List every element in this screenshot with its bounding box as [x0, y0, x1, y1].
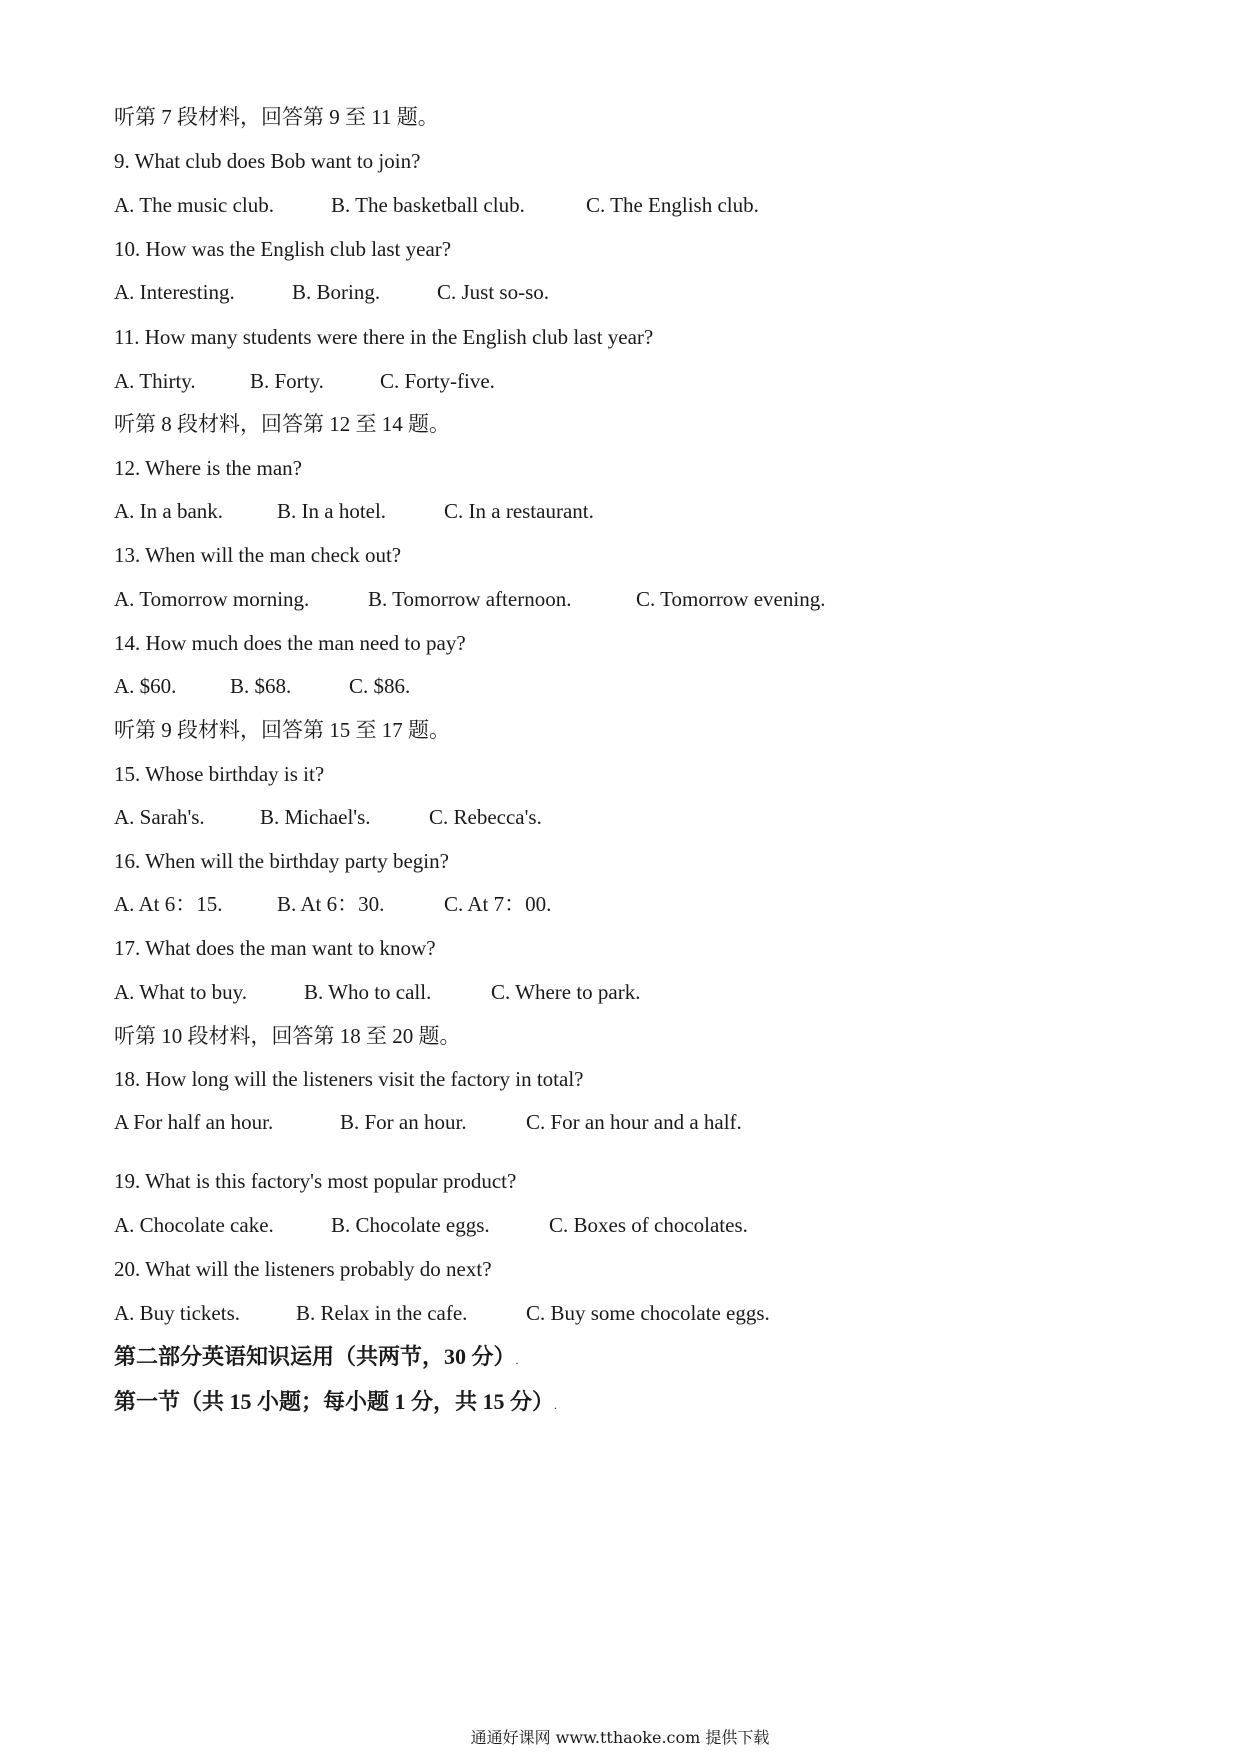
option-c: C. Just so-so.	[437, 280, 550, 304]
option-b: B. Chocolate eggs.	[331, 1213, 490, 1237]
option-b: B. Boring.	[292, 280, 381, 304]
question-12: 12. Where is the man?	[114, 456, 302, 480]
option-a: A. The music club.	[114, 193, 275, 217]
question-17: 17. What does the man want to know?	[114, 936, 436, 960]
question-15: 15. Whose birthday is it?	[114, 762, 325, 786]
trailing-dot-mark: .	[515, 1353, 519, 1367]
option-a: A. Thirty.	[114, 369, 196, 393]
option-c: C. At 7：00.	[444, 892, 552, 916]
option-a: A. At 6：15.	[114, 892, 223, 916]
option-c: C. $86.	[349, 674, 411, 698]
group-instruction: 听第 7 段材料，回答第 9 至 11 题。	[114, 105, 439, 129]
option-a: A. Chocolate cake.	[114, 1213, 274, 1237]
option-a: A. Interesting.	[114, 280, 235, 304]
options-13	[114, 585, 825, 613]
option-b: B. At 6：30.	[277, 892, 385, 916]
option-a: A. Tomorrow morning.	[114, 587, 310, 611]
option-b: B. Relax in the cafe.	[296, 1301, 468, 1325]
options-16	[114, 890, 551, 918]
option-a: A. In a bank.	[114, 499, 224, 523]
group-instruction: 听第 8 段材料，回答第 12 至 14 题。	[114, 412, 450, 436]
options-10	[114, 278, 549, 306]
option-b: B. For an hour.	[340, 1110, 467, 1134]
question-13: 13. When will the man check out?	[114, 543, 402, 567]
trailing-dot-mark: .	[554, 1398, 558, 1412]
option-b: B. In a hotel.	[277, 499, 387, 523]
question-19: 19. What is this factory's most popular product?	[114, 1169, 517, 1193]
option-a: A. Sarah's.	[114, 805, 205, 829]
options-12	[114, 497, 594, 525]
option-b: B. Who to call.	[304, 980, 432, 1004]
footer-watermark: 通通好课网 www.tthaoke.com 提供下载	[470, 1728, 770, 1747]
group-instruction: 听第 10 段材料，回答第 18 至 20 题。	[114, 1024, 461, 1048]
options-14	[114, 672, 410, 700]
option-c: C. Tomorrow evening.	[636, 587, 826, 611]
options-20	[114, 1299, 770, 1327]
options-18	[114, 1108, 742, 1136]
option-c: C. In a restaurant.	[444, 499, 594, 523]
option-b: B. Michael's.	[260, 805, 371, 829]
question-14: 14. How much does the man need to pay?	[114, 631, 466, 655]
question-9: 9. What club does Bob want to join?	[114, 149, 421, 173]
option-c: C. Where to park.	[491, 980, 641, 1004]
question-18: 18. How long will the listeners visit the factory in total?	[114, 1067, 584, 1091]
section-one-heading	[114, 1388, 557, 1419]
option-c: C. Forty-five.	[380, 369, 495, 393]
option-c: C. Rebecca's.	[429, 805, 542, 829]
option-a: A. $60.	[114, 674, 177, 698]
part-two-heading-text: 第二部分英语知识运用（共两节，30 分）	[114, 1344, 516, 1369]
section-one-heading-text: 第一节（共 15 小题；每小题 1 分，共 15 分）	[114, 1389, 555, 1414]
options-11	[114, 367, 495, 395]
option-b: B. Tomorrow afternoon.	[368, 587, 572, 611]
question-16: 16. When will the birthday party begin?	[114, 849, 449, 873]
options-15	[114, 803, 542, 831]
option-a: A For half an hour.	[114, 1110, 274, 1134]
group-instruction: 听第 9 段材料，回答第 15 至 17 题。	[114, 718, 450, 742]
option-a: A. What to buy.	[114, 980, 247, 1004]
option-c: C. Buy some chocolate eggs.	[526, 1301, 770, 1325]
question-10: 10. How was the English club last year?	[114, 237, 452, 261]
option-c: C. The English club.	[586, 193, 759, 217]
option-c: C. Boxes of chocolates.	[549, 1213, 748, 1237]
question-11: 11. How many students were there in the English club last year?	[114, 325, 654, 349]
option-b: B. Forty.	[250, 369, 324, 393]
option-b: B. $68.	[230, 674, 292, 698]
options-19	[114, 1211, 748, 1239]
part-two-heading	[114, 1343, 519, 1374]
option-c: C. For an hour and a half.	[526, 1110, 742, 1134]
option-a: A. Buy tickets.	[114, 1301, 240, 1325]
options-9	[114, 191, 759, 219]
options-17	[114, 978, 640, 1006]
question-20: 20. What will the listeners probably do next?	[114, 1257, 492, 1281]
option-b: B. The basketball club.	[331, 193, 525, 217]
